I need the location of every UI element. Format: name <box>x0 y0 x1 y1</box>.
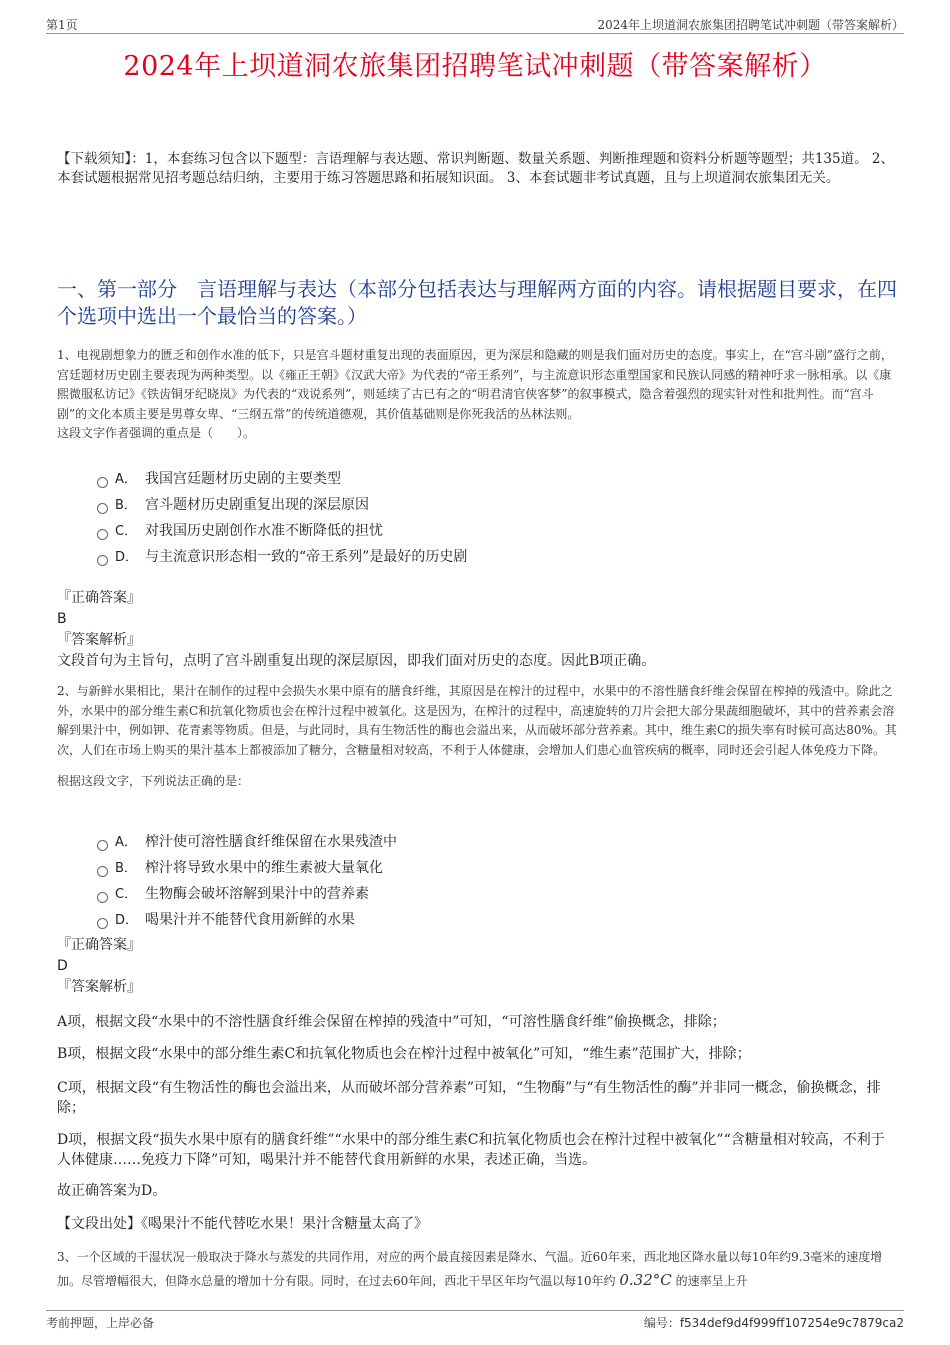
question-1-stem: 这段文字作者强调的重点是（ ）。 <box>57 426 256 440</box>
header-divider <box>46 33 904 34</box>
question-1-option-b[interactable]: B． 宫斗题材历史剧重复出现的深层原因 <box>97 492 467 518</box>
question-2-option-d[interactable]: D． 喝果汁并不能替代食用新鲜的水果 <box>97 907 397 933</box>
page-number: 第1页 <box>46 18 78 32</box>
footer-divider <box>46 1310 904 1311</box>
question-2-analysis-c: C项，根据文段“有生物活性的酶也会溢出来，从而破坏部分营养素”可知，“生物酶”与“有生物活性的酶”并非同一概念，偷换概念，排除； <box>57 1080 881 1116</box>
footer-serial: 编号：f534def9d4f999ff107254e9c7879ca2 <box>643 1316 904 1330</box>
download-notice: 【下载须知】：1，本套练习包含以下题型：言语理解与表达题、常识判断题、数量关系题、判断推理题和资料分析题等题型；共135道。 2、本套试题根据常见招考题总结归纳，主要用于练习答题思路和拓展知识面。 3、本套试题非考试真题，且与上坝道洞农旅集团无关。 <box>57 151 894 186</box>
temperature-rate: 0.32°C <box>619 1271 672 1289</box>
analysis-label: 『答案解析』 <box>57 632 141 648</box>
question-1-analysis: 文段首句为主旨句，点明了宫斗剧重复出现的深层原因，即我们面对历史的态度。因此B项正确。 <box>57 653 656 669</box>
question-2-source: 【文段出处】《喝果汁不能代替吃水果！果汁含糖量太高了》 <box>57 1216 428 1232</box>
radio-icon[interactable] <box>97 918 108 929</box>
question-1-option-a[interactable]: A． 我国宫廷题材历史剧的主要类型 <box>97 466 467 492</box>
question-2-analysis-a: A项，根据文段“水果中的不溶性膳食纤维会保留在榨掉的残渣中”可知，“可溶性膳食纤维”偷换概念，排除； <box>57 1014 726 1030</box>
question-1-option-c[interactable]: C． 对我国历史剧创作水准不断降低的担忧 <box>97 518 467 544</box>
question-2-analysis-b: B项，根据文段“水果中的部分维生素C和抗氧化物质也会在榨汁过程中被氧化”可知，“维生素”范围扩大，排除； <box>57 1046 751 1062</box>
header-doc-title: 2024年上坝道洞农旅集团招聘笔试冲刺题（带答案解析） <box>597 18 904 32</box>
question-2-passage: 2、与新鲜水果相比，果汁在制作的过程中会损失水果中原有的膳食纤维，其原因是在榨汁的过程中，水果中的不溶性膳食纤维会保留在榨掉的残渣中。除此之外，水果中的部分维生素C和抗氧化物质也会在榨汁过程中被氧化。这是因为，在榨汁的过程中，高速旋转的刀片会把大部分果蔬细胞破坏，其中的营养素会溶解到果汁中，例如钾、花青素等物质。但是，与此同时，具有生物活性的酶也会溢出来，从而破坏部分营养素。其中，维生素C的损失率有时候可高达80%。其次，人们在市场上购买的果汁基本上都被添加了糖分，含糖量相对较高，不利于人体健康，会增加人们患心血管疾病的概率，同时还会引起人体免疫力下降。 <box>57 684 897 757</box>
question-2-conclusion: 故正确答案为D。 <box>57 1183 167 1199</box>
question-3-passage-cont: 的速率呈上升 <box>675 1274 748 1288</box>
answer-label: 『正确答案』 <box>57 937 141 953</box>
answer-label: 『正确答案』 <box>57 590 141 606</box>
question-2-option-b[interactable]: B． 榨汁将导致水果中的维生素被大量氧化 <box>97 855 397 881</box>
question-2-options <box>97 829 397 933</box>
section-heading: 一、第一部分 言语理解与表达（本部分包括表达与理解两方面的内容。请根据题目要求，在四个选项中选出一个最恰当的答案。） <box>57 277 897 328</box>
question-3-passage: 3、一个区域的干湿状况一般取决于降水与蒸发的共同作用，对应的两个最直接因素是降水、气温。近60年来，西北地区降水量以每10年约9.3毫米的速度增加。尽管增幅很大，但降水总量的增加十分有限。同时，在过去60年间，西北干旱区年均气温以每10年约 <box>57 1250 883 1288</box>
question-2-text <box>57 682 897 792</box>
footer-slogan: 考前押题，上岸必备 <box>46 1316 155 1330</box>
radio-icon[interactable] <box>97 892 108 903</box>
page-header <box>46 14 904 34</box>
question-1-answer-block <box>57 588 897 672</box>
question-2-analysis-d: D项，根据文段“损失水果中原有的膳食纤维”“水果中的部分维生素C和抗氧化物质也会在榨汁过程中被氧化”“含糖量相对较高，不利于人体健康……免疫力下降”可知，喝果汁并不能替代食用新鲜的水果，表述正确，当选。 <box>57 1132 885 1168</box>
question-1-answer: B <box>57 611 67 627</box>
analysis-label: 『答案解析』 <box>57 979 141 995</box>
question-1-options <box>97 466 467 570</box>
question-2-answer: D <box>57 958 68 974</box>
question-2-stem: 根据这段文字，下列说法正确的是： <box>57 774 250 788</box>
question-2-option-c[interactable]: C． 生物酶会破坏溶解到果汁中的营养素 <box>97 881 397 907</box>
question-2-answer-block <box>57 935 897 998</box>
radio-icon[interactable] <box>97 555 108 566</box>
question-2-option-a[interactable]: A． 榨汁使可溶性膳食纤维保留在水果残渣中 <box>97 829 397 855</box>
document-title: 2024年上坝道洞农旅集团招聘笔试冲刺题（带答案解析） <box>123 51 827 82</box>
radio-icon[interactable] <box>97 840 108 851</box>
radio-icon[interactable] <box>97 503 108 514</box>
question-3-text <box>57 1246 897 1293</box>
radio-icon[interactable] <box>97 477 108 488</box>
radio-icon[interactable] <box>97 529 108 540</box>
question-1-passage: 1、电视剧想象力的匮乏和创作水准的低下，只是宫斗题材重复出现的表面原因，更为深层和隐藏的则是我们面对历史的态度。事实上，在“宫斗剧”盛行之前，宫廷题材历史剧主要表现为两种类型。以《雍正王朝》《汉武大帝》为代表的“帝王系列”，与主流意识形态重塑国家和民族认同感的精神吁求一脉相承。以《康熙微服私访记》《铁齿铜牙纪晓岚》为代表的“戏说系列”，则延续了古已有之的“明君清官侠客梦”的叙事模式，隐含着强烈的现实针对性和批判性。而“宫斗剧”的文化本质主要是男尊女卑、“三纲五常”的传统道德观，其价值基础则是你死我活的丛林法则。 <box>57 348 893 421</box>
question-1-text <box>57 346 897 444</box>
radio-icon[interactable] <box>97 866 108 877</box>
question-1-option-d[interactable]: D． 与主流意识形态相一致的“帝王系列”是最好的历史剧 <box>97 544 467 570</box>
